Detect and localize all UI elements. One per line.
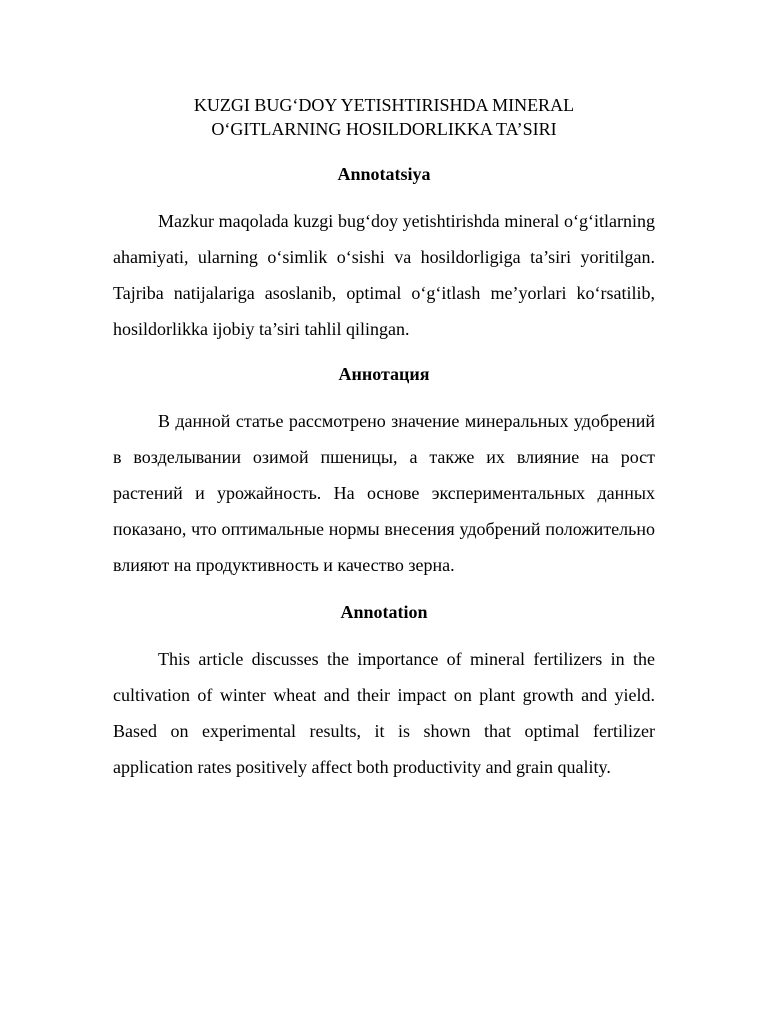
heading-annotation: Annotation xyxy=(340,602,428,622)
paragraph-uzbek: Mazkur maqolada kuzgi bug‘doy yetishtirishda mineral o‘g‘itlarning ahamiyati, ularning o‘simlik o‘sishi va hosildorligiga ta’siri yoritilgan. Tajriba natijalariga asoslanib, optimal o‘g‘itlash me’yorlari ko‘rsatilib, hosildorlikka ijobiy ta’siri tahlil qilingan. xyxy=(113,211,655,339)
title-line-2: O‘GITLARNING HOSILDORLIKKA TA’SIRI xyxy=(211,119,557,139)
paragraph-english: This article discusses the importance of mineral fertilizers in the cultivation of winter wheat and their impact on plant growth and yield. Based on experimental results, it is shown that optimal fertilizer application rates positively affect both productivity and grain quality. xyxy=(113,649,655,777)
document-content xyxy=(113,93,655,785)
document-title xyxy=(113,93,655,141)
paragraph-russian: В данной статье рассмотрено значение минеральных удобрений в возделывании озимой пшеницы, а также их влияние на рост растений и урожайность. На основе экспериментальных данных показано, что оптимальные нормы внесения удобрений положительно влияют на продуктивность и качество зерна. xyxy=(113,411,655,575)
heading-annotatsiya: Annotatsiya xyxy=(337,164,431,184)
heading-annotatsiya-russian: Аннотация xyxy=(338,364,430,384)
title-line-1: KUZGI BUG‘DOY YETISHTIRISHDA MINERAL xyxy=(193,95,575,115)
